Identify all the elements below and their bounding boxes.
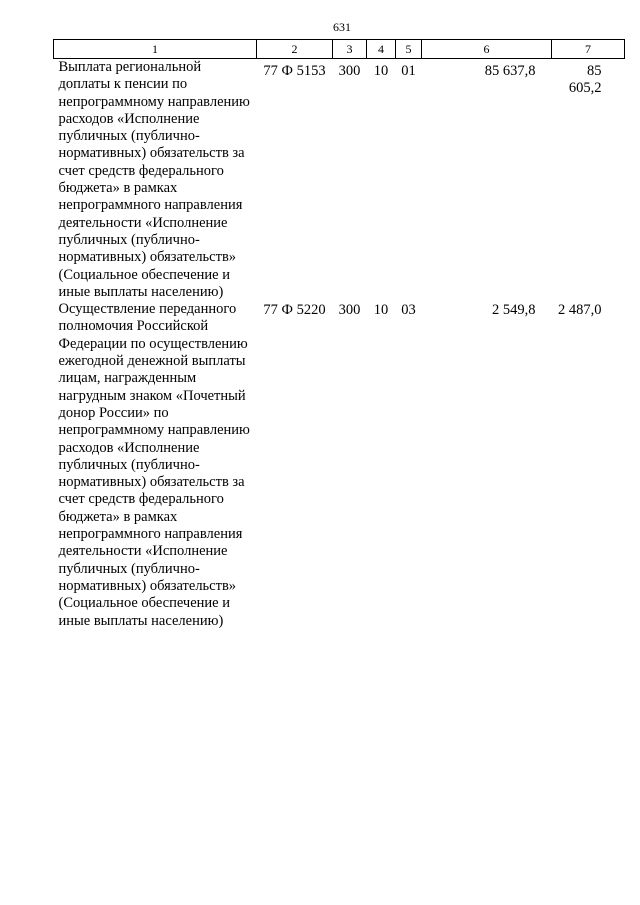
- row-section: 10: [373, 63, 389, 79]
- row-amount-col7: 85 605,2: [568, 63, 602, 97]
- row-amount-col6: 2 549,8: [492, 302, 536, 319]
- row-section: 10: [373, 302, 389, 319]
- row-expense-type: 300: [338, 302, 361, 319]
- row-description: Осуществление переданного полномочия Российской Федерации по осуществлению ежегодной денежной выплаты лицам, награжденным нагрудным знаком «Почетный донор России» по непрограммному направлению расходов «Исполнение публичных (публично-нормативных) обязательств за счет средств федерального бюджета» в рамках непрограммного направления деятельности «Исполнение публичных (публично-нормативных) обязательств» (Социальное обеспечение и иные выплаты населению): [58, 301, 250, 629]
- row-description: Выплата региональной доплаты к пенсии по непрограммному направлению расходов «Исполнение публичных (публично-нормативных) обязательств за счет средств федерального бюджета» в рамках непрограммного направления деятельности «Исполнение публичных (публично-нормативных) обязательств» (Социальное обеспечение и иные выплаты населению): [58, 59, 250, 300]
- column-header-4: 4: [367, 40, 396, 59]
- row-target-code: 77 Ф 5220: [263, 302, 326, 319]
- row-amount-col7: 2 487,0: [558, 302, 602, 319]
- budget-table: [53, 39, 625, 630]
- column-number-row: [54, 40, 625, 59]
- column-header-2: 2: [257, 40, 333, 59]
- row-subsection: 03: [401, 302, 416, 319]
- column-header-3: 3: [333, 40, 367, 59]
- column-header-5: 5: [396, 40, 422, 59]
- row-expense-type: 300: [338, 63, 361, 79]
- column-header-7: 7: [552, 40, 625, 59]
- table-row: [54, 59, 625, 302]
- row-target-code: 77 Ф 5153: [263, 63, 326, 79]
- row-amount-col6: 85 637,8: [484, 63, 536, 79]
- table-row: [54, 301, 625, 630]
- row-subsection: 01: [401, 63, 416, 79]
- page-number: 631: [333, 20, 351, 34]
- column-header-6: 6: [422, 40, 552, 59]
- column-header-1: 1: [54, 40, 257, 59]
